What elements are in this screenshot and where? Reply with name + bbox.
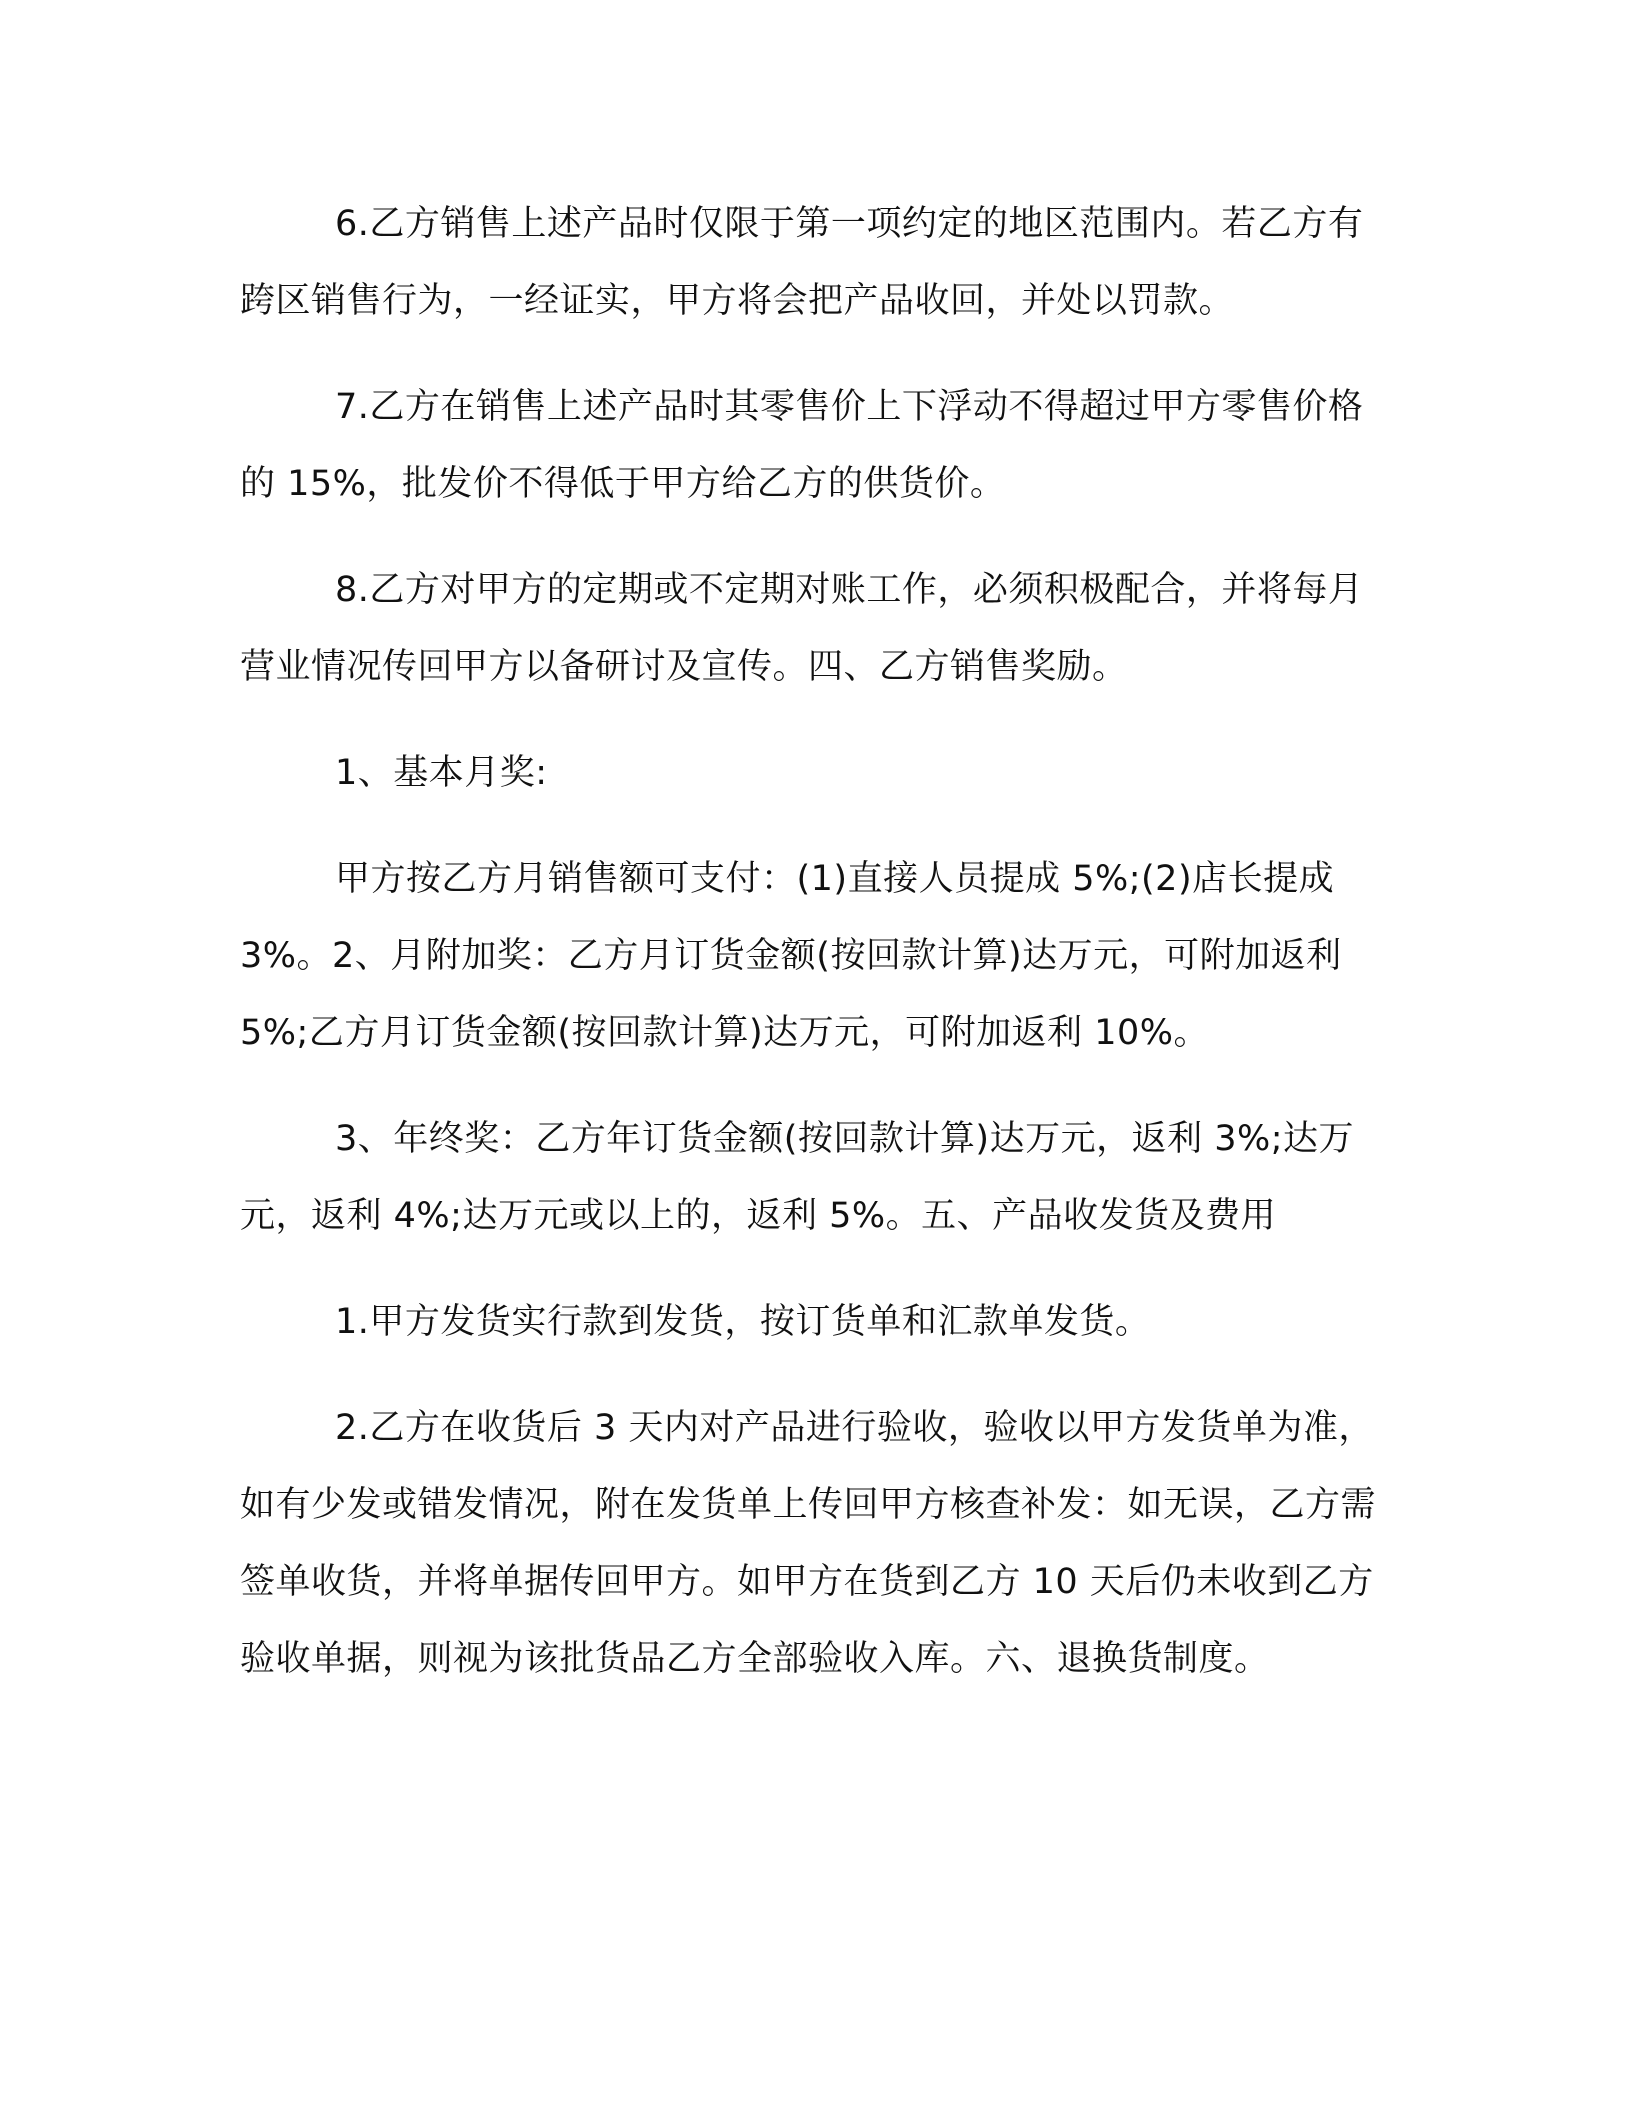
paragraph-clause-8: 8.乙方对甲方的定期或不定期对账工作，必须积极配合，并将每月营业情况传回甲方以备研讨及宣传。四、乙方销售奖励。 bbox=[240, 570, 1364, 687]
paragraph-monthly-payment: 甲方按乙方月销售额可支付：(1)直接人员提成 5%;(2)店长提成 3%。2、月附加奖：乙方月订货金额(按回款计算)达万元，可附加返利 5%;乙方月订货金额(按回款计算)达万元，可附加返利 10%。 bbox=[240, 859, 1342, 1053]
paragraph-gap bbox=[240, 1255, 1390, 1284]
paragraph-gap bbox=[240, 706, 1390, 735]
paragraph-year-end-bonus: 3、年终奖：乙方年订货金额(按回款计算)达万元，返利 3%;达万元，返利 4%;达万元或以上的，返利 5%。五、产品收发货及费用 bbox=[240, 1119, 1355, 1236]
paragraph-basic-monthly-bonus: 1、基本月奖: bbox=[335, 753, 548, 793]
paragraph-gap bbox=[240, 812, 1390, 841]
paragraph-shipping-1: 1.甲方发货实行款到发货，按订货单和汇款单发货。 bbox=[335, 1302, 1151, 1342]
paragraph-clause-7: 7.乙方在销售上述产品时其零售价上下浮动不得超过甲方零售价格的 15%，批发价不得低于甲方给乙方的供货价。 bbox=[240, 387, 1364, 504]
paragraph-gap bbox=[240, 1072, 1390, 1101]
paragraph-shipping-2: 2.乙方在收货后 3 天内对产品进行验收，验收以甲方发货单为准，如有少发或错发情况，附在发货单上传回甲方核查补发：如无误，乙方需签单收货，并将单据传回甲方。如甲方在货到乙方 10 天后仍未收到乙方验收单据，则视为该批货品乙方全部验收入库。六、退换货制度。 bbox=[240, 1408, 1377, 1679]
document-body bbox=[240, 186, 1390, 1698]
paragraph-gap bbox=[240, 523, 1390, 552]
paragraph-clause-6: 6.乙方销售上述产品时仅限于第一项约定的地区范围内。若乙方有跨区销售行为，一经证实，甲方将会把产品收回，并处以罚款。 bbox=[240, 204, 1364, 321]
paragraph-gap bbox=[240, 1361, 1390, 1390]
paragraph-gap bbox=[240, 340, 1390, 369]
